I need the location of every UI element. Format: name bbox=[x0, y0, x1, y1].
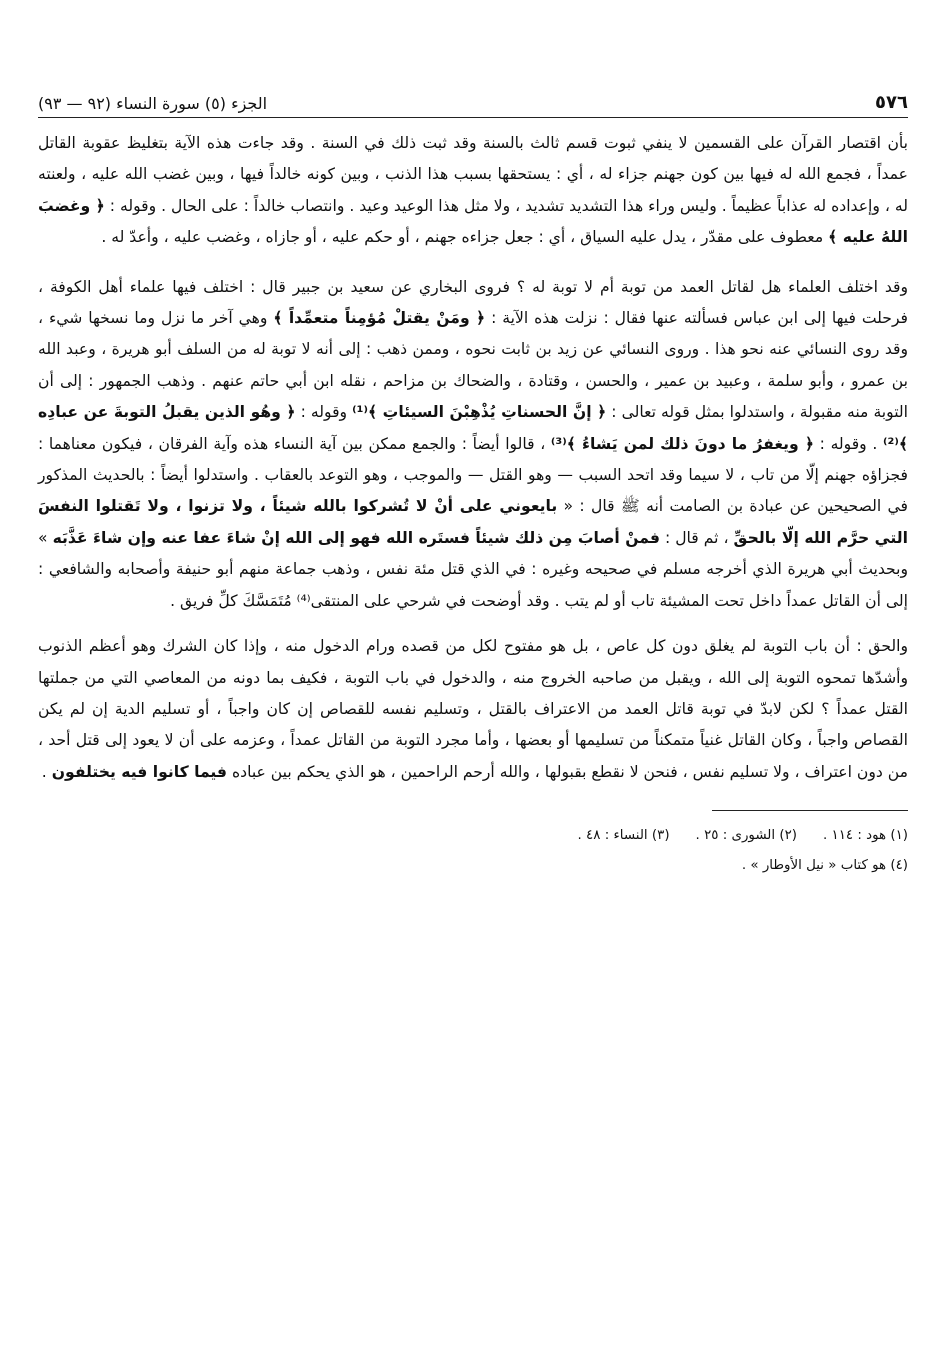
para2-text-7: » وبحديث أبي هريرة الذي أخرجه مسلم في صحيحه وغيره : في الذي قتل مئة نفس ، وذهب جماعة منهم أبو حنيفة وأصحابه والشافعي : إلى أن القاتل عمداً داخل تحت المشيئة تاب أو لم يتب . وقد أوضحت في شرحي على المنتقى⁽⁴⁾ مُتَمَسَّكَ كلِّ فريق . bbox=[38, 528, 908, 610]
running-title: الجزء (٥) سورة النساء (٩٢ — ٩٣) bbox=[38, 94, 268, 113]
paragraph-1 bbox=[38, 128, 908, 254]
para3-text-1: والحق : أن باب التوبة لم يغلق دون كل عاص ، بل هو مفتوح لكل من قصده ورام الدخول منه ، وإذا كان الشرك وهو أعظم الذنوب وأشدّها تمحوه التوبة إلى الله ، ويقبل من صاحبه الخروج منه ، والدخول في باب التوبة ، فكيف بما دونه من المعاصي التي من جملتها القتل عمداً ؟ لكن لابدّ في توبة قاتل العمد من الاعتراف بالقتل ، وتسليم نفسه للقصاص إن كان واجباً ، أو تسليم الدية إن لم يكن القصاص واجباً ، وكان القاتل غنياً متمكناً من تسليمها أو بعضها ، وأما مجرد التوبة من القاتل عمداً ، وعزمه على أن لا يعود إلى قتل أحد ، من دون اعتراف ، ولا تسليم نفس ، فنحن لا نقطع بقبولها ، والله أرحم الراحمين ، هو الذي يحكم بين عباده bbox=[38, 637, 908, 781]
page-number: ٥٧٦ bbox=[875, 92, 908, 113]
para2-text-3: وقوله : bbox=[300, 403, 348, 422]
para2-quran-4: ﴿ ويغفرُ ما دونَ ذلك لمن يَشاءُ ﴾⁽³⁾ bbox=[550, 434, 814, 453]
para2-quran-1: ﴿ ومَنْ يقتلْ مُؤمِناً متعمِّداً ﴾ bbox=[273, 309, 486, 328]
footnotes-row-2 bbox=[38, 851, 908, 881]
para2-text-2: وهي آخر ما نزل وما نسخها شيء ، وقد روى النسائي عنه نحو هذا . وروى النسائي عن زيد بن ثابت نحوه ، وممن ذهب : إلى أنه لا توبة له من السلف أبو هريرة ، وعبد الله بن عمرو ، وأبو سلمة ، وعبيد بن عمير ، والحسن ، وقتادة ، والضحاك بن مزاحم ، نقله ابن أبي حاتم عنهم . وذهب الجمهور : إلى أن التوبة منه مقبولة ، واستدلوا بمثل قوله تعالى : bbox=[38, 309, 908, 422]
para1-text-2: معطوف على مقدّر ، يدل عليه السياق ، أي : جعل جزاءه جهنم ، أو حكم عليه ، أو جازاه ، وغضب عليه ، وأعدّ له . bbox=[101, 228, 824, 247]
para2-quran-3: ﴿ وهُو الذين يقبلُ التوبةَ عن عبادِه ﴾⁽²⁾ bbox=[38, 403, 908, 453]
book-page bbox=[38, 78, 908, 1368]
footnotes bbox=[38, 821, 908, 881]
para1-quran-1: ﴿ وغضبَ اللهُ عليه ﴾ bbox=[38, 196, 908, 247]
paragraph-2 bbox=[38, 272, 908, 617]
para2-quran-2: ﴿ إنَّ الحسناتِ يُذْهِبْنَ السيئاتِ ﴾⁽¹⁾ bbox=[352, 403, 607, 422]
footnote-separator bbox=[712, 810, 908, 811]
para1-text-1: بأن اقتصار القرآن على القسمين لا ينفي ثبوت قسم ثالث بالسنة وقد ثبت ذلك في السنة . وقد جاءت هذه الآية بتغليظ عقوبة القاتل عمداً ، فجمع الله له فيها بين كون جهنم جزاء له ، أي : يستحقها بسبب هذا الذنب ، وبين كونه خالداً فيها ، وبين غضب الله عليه ، ولعنته له ، وإعداده له عذاباً عظيماً . وليس وراء هذا التشديد تشديد ، ولا مثل هذا الوعيد وعيد . وانتصاب خالداً : على الحال . وقوله : bbox=[38, 134, 908, 215]
para2-text-4: . وقوله : bbox=[819, 434, 878, 453]
para2-hadith-2: فمنْ أصابَ مِن ذلك شيئاً فستَره الله فهو إلى الله إنْ شاءَ عفا عنه وإن شاءَ عَذَّبَه bbox=[52, 528, 660, 547]
para3-quran-1: فيما كانوا فيه يختلفون bbox=[51, 762, 227, 781]
para2-hadith-1: بايعوني على أنْ لا تُشركوا بالله شيئاً ، ولا تزنوا ، ولا تَقتلوا النفسَ التي حرَّم الله إلّا بالحقِّ bbox=[38, 497, 908, 547]
paragraph-3 bbox=[38, 631, 908, 788]
page-header bbox=[38, 78, 908, 118]
para2-text-1: وقد اختلف العلماء هل لقاتل العمد من توبة أم لا توبة له ؟ فروى البخاري عن سعيد بن جبير قال : اختلف فيها علماء أهل الكوفة ، فرحلت فيها إلى ابن عباس فسألته عنها فقال : نزلت هذه الآية : bbox=[38, 277, 909, 328]
footnote-4: (٤) هو كتاب « نيل الأوطار » . bbox=[741, 858, 908, 874]
para3-text-2: . bbox=[41, 762, 47, 781]
footnotes-row-1 bbox=[38, 821, 908, 851]
para2-text-6: ، ثم قال : bbox=[664, 528, 729, 547]
footnote-2: (٢) الشورى : ٢٥ . bbox=[695, 828, 798, 844]
footnote-1: (١) هود : ١١٤ . bbox=[823, 828, 908, 844]
footnote-3: (٣) النساء : ٤٨ . bbox=[577, 828, 670, 844]
para2-text-5: ، قالوا أيضاً : والجمع ممكن بين آية النساء هذه وآية الفرقان ، فيكون معناهما : فجزاؤه جهنم إلّا من تاب ، لا سيما وقد اتحد السبب — وهو القتل — والموجب ، وهو التوعد بالعقاب . واستدلوا أيضاً : بالحديث المذكور في الصحيحين عن عبادة بن الصامت أنه ﷺ قال : « bbox=[38, 434, 908, 516]
